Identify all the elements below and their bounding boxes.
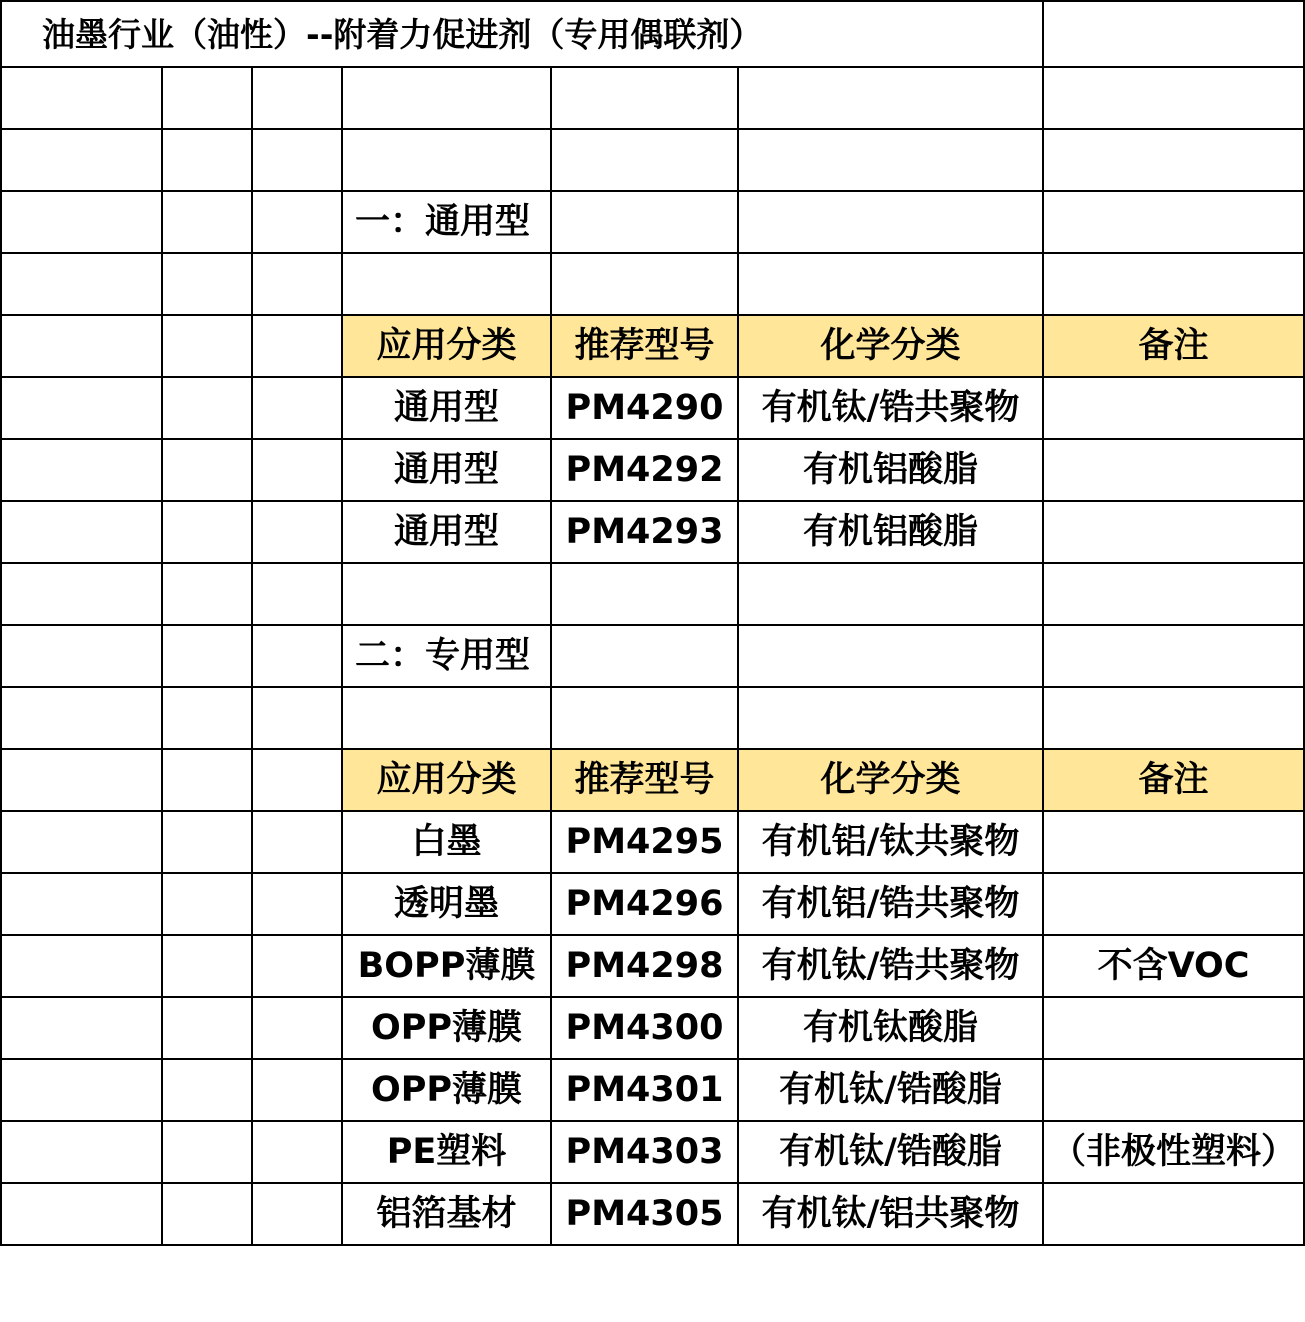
empty-cell[interactable] [162, 253, 252, 315]
header-chemistry[interactable]: 化学分类 [738, 315, 1043, 377]
empty-cell[interactable] [1, 439, 162, 501]
empty-cell[interactable] [1043, 129, 1304, 191]
empty-cell[interactable] [1, 997, 162, 1059]
empty-cell[interactable] [738, 191, 1043, 253]
cell-note[interactable]: （非极性塑料） [1043, 1121, 1304, 1183]
header-model[interactable]: 推荐型号 [551, 749, 738, 811]
empty-cell[interactable] [1, 67, 162, 129]
empty-cell[interactable] [252, 315, 342, 377]
empty-cell[interactable] [1043, 191, 1304, 253]
empty-cell[interactable] [162, 67, 252, 129]
empty-cell[interactable] [252, 811, 342, 873]
empty-cell[interactable] [342, 687, 551, 749]
empty-cell[interactable] [252, 873, 342, 935]
cell-note[interactable] [1043, 811, 1304, 873]
empty-cell[interactable] [551, 563, 738, 625]
empty-cell[interactable] [551, 129, 738, 191]
empty-cell[interactable] [1, 1183, 162, 1245]
empty-cell[interactable] [551, 67, 738, 129]
empty-cell[interactable] [252, 129, 342, 191]
empty-cell[interactable] [738, 563, 1043, 625]
empty-cell[interactable] [252, 687, 342, 749]
cell-chemistry[interactable]: 有机钛/锆共聚物 [738, 935, 1043, 997]
cell-chemistry[interactable]: 有机钛酸脂 [738, 997, 1043, 1059]
empty-cell[interactable] [1, 687, 162, 749]
empty-cell[interactable] [252, 1121, 342, 1183]
empty-cell[interactable] [252, 563, 342, 625]
cell-application[interactable]: 通用型 [342, 377, 551, 439]
empty-cell[interactable] [252, 253, 342, 315]
header-note[interactable]: 备注 [1043, 315, 1304, 377]
cell-note[interactable] [1043, 1183, 1304, 1245]
cell-note[interactable]: 不含VOC [1043, 935, 1304, 997]
empty-cell[interactable] [252, 997, 342, 1059]
empty-cell[interactable] [252, 935, 342, 997]
table-row [1, 439, 1304, 501]
title-row [1, 1, 1304, 67]
cell-application[interactable]: 铝箔基材 [342, 1183, 551, 1245]
empty-cell[interactable] [162, 935, 252, 997]
empty-cell[interactable] [738, 253, 1043, 315]
header-application[interactable]: 应用分类 [342, 749, 551, 811]
section-label-special[interactable]: 二：专用型 [342, 625, 551, 687]
empty-cell[interactable] [252, 749, 342, 811]
empty-cell[interactable] [1, 563, 162, 625]
empty-cell[interactable] [342, 67, 551, 129]
cell-model[interactable]: PM4301 [551, 1059, 738, 1121]
cell-model[interactable]: PM4292 [551, 439, 738, 501]
cell-chemistry[interactable]: 有机铝/锆共聚物 [738, 873, 1043, 935]
cell-note[interactable] [1043, 997, 1304, 1059]
section-label-general[interactable]: 一：通用型 [342, 191, 551, 253]
empty-cell[interactable] [1, 129, 162, 191]
empty-cell[interactable] [1, 315, 162, 377]
cell-model[interactable]: PM4296 [551, 873, 738, 935]
cell-chemistry[interactable]: 有机钛/铝共聚物 [738, 1183, 1043, 1245]
empty-cell[interactable] [1, 749, 162, 811]
empty-cell[interactable] [551, 253, 738, 315]
header-model[interactable]: 推荐型号 [551, 315, 738, 377]
table-row [1, 501, 1304, 563]
empty-cell[interactable] [342, 129, 551, 191]
empty-cell[interactable] [252, 377, 342, 439]
cell-chemistry[interactable]: 有机钛/锆酸脂 [738, 1059, 1043, 1121]
cell-model[interactable]: PM4295 [551, 811, 738, 873]
empty-cell[interactable] [162, 1183, 252, 1245]
table-row [1, 1183, 1304, 1245]
empty-cell[interactable] [551, 191, 738, 253]
empty-cell[interactable] [1, 811, 162, 873]
cell-application[interactable]: 白墨 [342, 811, 551, 873]
empty-cell[interactable] [162, 997, 252, 1059]
empty-cell[interactable] [162, 315, 252, 377]
empty-cell[interactable] [1, 1121, 162, 1183]
header-row [1, 749, 1304, 811]
header-note[interactable]: 备注 [1043, 749, 1304, 811]
cell-chemistry[interactable]: 有机铝酸脂 [738, 501, 1043, 563]
empty-cell[interactable] [342, 563, 551, 625]
empty-row [1, 563, 1304, 625]
cell-chemistry[interactable]: 有机钛/锆共聚物 [738, 377, 1043, 439]
cell-application[interactable]: OPP薄膜 [342, 997, 551, 1059]
empty-cell[interactable] [162, 191, 252, 253]
cell-note[interactable] [1043, 439, 1304, 501]
empty-cell[interactable] [162, 811, 252, 873]
empty-cell[interactable] [738, 67, 1043, 129]
cell-application[interactable]: 透明墨 [342, 873, 551, 935]
empty-cell[interactable] [252, 625, 342, 687]
cell-note[interactable] [1043, 873, 1304, 935]
empty-cell[interactable] [162, 749, 252, 811]
empty-cell[interactable] [1, 625, 162, 687]
empty-row [1, 129, 1304, 191]
cell-chemistry[interactable]: 有机铝/钛共聚物 [738, 811, 1043, 873]
empty-row [1, 253, 1304, 315]
table-row [1, 1121, 1304, 1183]
empty-cell[interactable] [252, 439, 342, 501]
empty-cell[interactable] [1043, 625, 1304, 687]
cell-application[interactable]: PE塑料 [342, 1121, 551, 1183]
cell-model[interactable]: PM4300 [551, 997, 738, 1059]
cell-application[interactable]: 通用型 [342, 439, 551, 501]
empty-cell[interactable] [738, 129, 1043, 191]
empty-cell[interactable] [1043, 1, 1304, 67]
empty-cell[interactable] [1043, 253, 1304, 315]
empty-cell[interactable] [342, 253, 551, 315]
cell-application[interactable]: 通用型 [342, 501, 551, 563]
cell-note[interactable] [1043, 501, 1304, 563]
empty-cell[interactable] [162, 563, 252, 625]
empty-cell[interactable] [162, 625, 252, 687]
empty-cell[interactable] [162, 1059, 252, 1121]
section-label-row [1, 625, 1304, 687]
cell-model[interactable]: PM4298 [551, 935, 738, 997]
empty-cell[interactable] [1043, 67, 1304, 129]
sheet-title[interactable]: 油墨行业（油性）--附着力促进剂（专用偶联剂） [1, 1, 1043, 67]
empty-cell[interactable] [1043, 687, 1304, 749]
cell-note[interactable] [1043, 1059, 1304, 1121]
cell-chemistry[interactable]: 有机铝酸脂 [738, 439, 1043, 501]
empty-cell[interactable] [738, 625, 1043, 687]
empty-cell[interactable] [162, 377, 252, 439]
empty-row [1, 687, 1304, 749]
empty-cell[interactable] [551, 687, 738, 749]
header-chemistry[interactable]: 化学分类 [738, 749, 1043, 811]
empty-cell[interactable] [738, 687, 1043, 749]
table-row [1, 935, 1304, 997]
cell-chemistry[interactable]: 有机钛/锆酸脂 [738, 1121, 1043, 1183]
empty-cell[interactable] [1, 377, 162, 439]
empty-cell[interactable] [1, 935, 162, 997]
empty-cell[interactable] [1, 873, 162, 935]
empty-cell[interactable] [551, 625, 738, 687]
empty-cell[interactable] [252, 191, 342, 253]
cell-model[interactable]: PM4303 [551, 1121, 738, 1183]
table-row [1, 811, 1304, 873]
cell-application[interactable]: OPP薄膜 [342, 1059, 551, 1121]
empty-cell[interactable] [1, 501, 162, 563]
empty-cell[interactable] [162, 873, 252, 935]
empty-cell[interactable] [162, 439, 252, 501]
empty-cell[interactable] [1, 191, 162, 253]
table-row [1, 1059, 1304, 1121]
empty-cell[interactable] [252, 1059, 342, 1121]
empty-cell[interactable] [1043, 563, 1304, 625]
table-row [1, 873, 1304, 935]
empty-cell[interactable] [162, 687, 252, 749]
header-row [1, 315, 1304, 377]
table-row [1, 997, 1304, 1059]
empty-row [1, 67, 1304, 129]
cell-model[interactable]: PM4290 [551, 377, 738, 439]
empty-cell[interactable] [1, 253, 162, 315]
empty-cell[interactable] [252, 1183, 342, 1245]
cell-model[interactable]: PM4305 [551, 1183, 738, 1245]
empty-cell[interactable] [162, 501, 252, 563]
empty-cell[interactable] [162, 1121, 252, 1183]
empty-cell[interactable] [252, 67, 342, 129]
cell-application[interactable]: BOPP薄膜 [342, 935, 551, 997]
cell-note[interactable] [1043, 377, 1304, 439]
empty-cell[interactable] [162, 129, 252, 191]
section-label-row [1, 191, 1304, 253]
cell-model[interactable]: PM4293 [551, 501, 738, 563]
header-application[interactable]: 应用分类 [342, 315, 551, 377]
empty-cell[interactable] [252, 501, 342, 563]
table-row [1, 377, 1304, 439]
empty-cell[interactable] [1, 1059, 162, 1121]
